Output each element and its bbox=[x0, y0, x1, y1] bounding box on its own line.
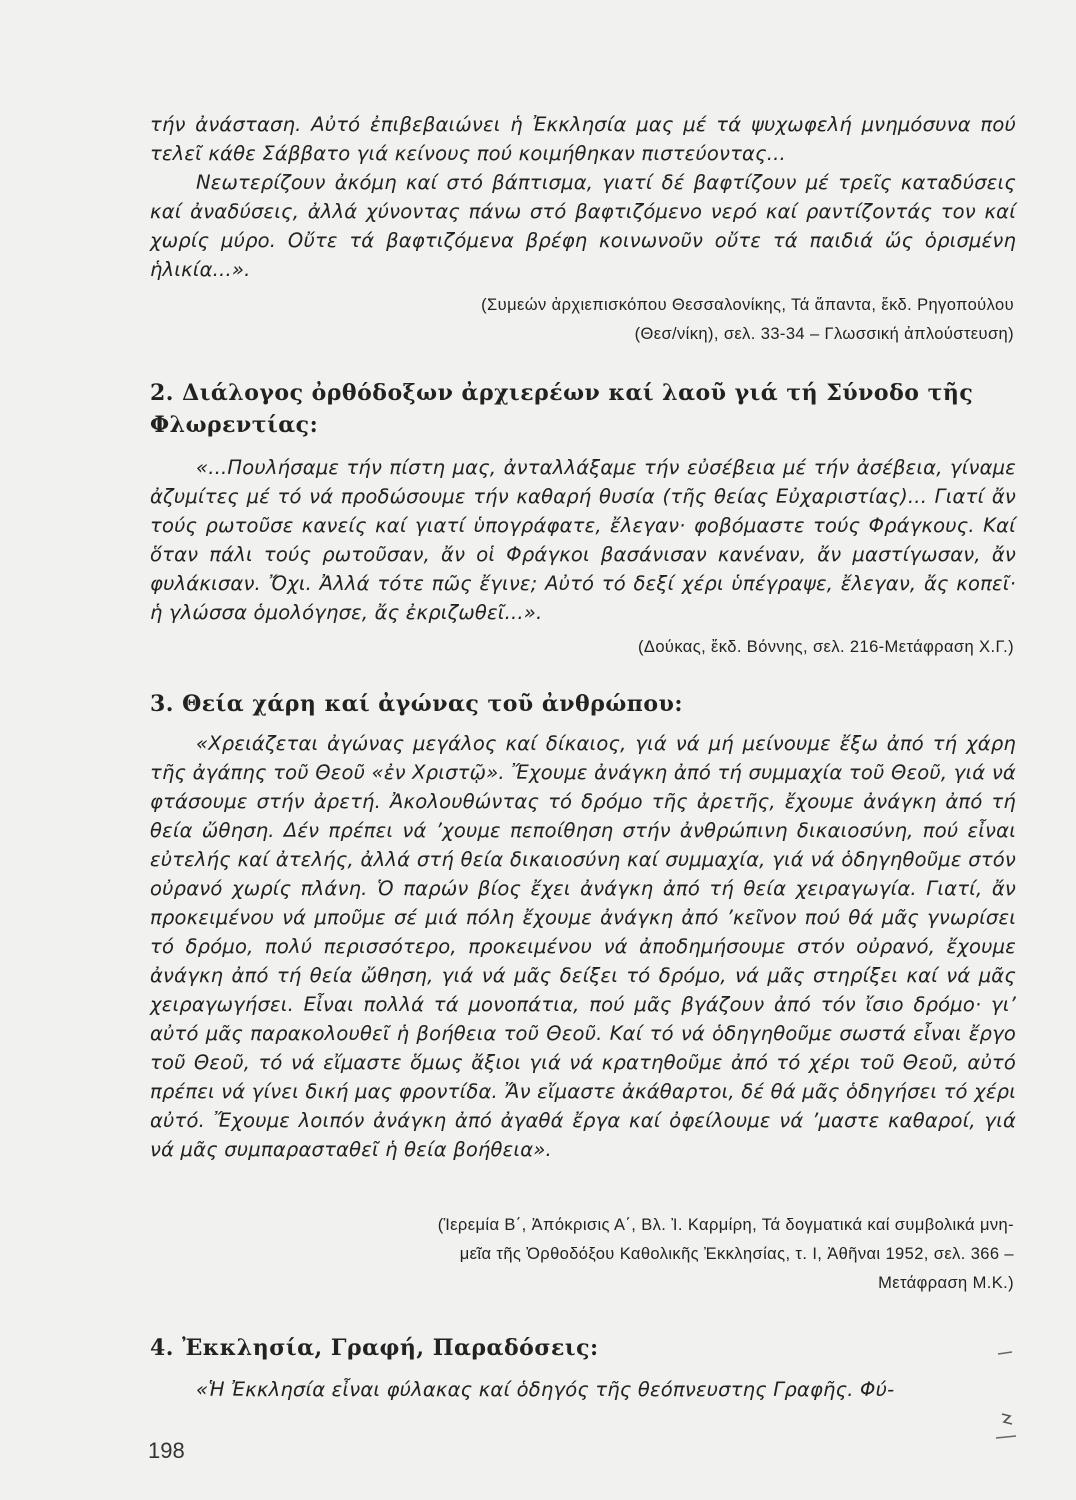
intro-citation bbox=[481, 291, 1014, 349]
section-3-text bbox=[150, 729, 1016, 1164]
section-3-citation bbox=[438, 1211, 1014, 1298]
citation-line: (Ἱερεμία Β΄, Ἀπόκρισις Α΄, Βλ. Ἰ. Καρμίρη, Τά δογματικά καί συμβολικά μνη- bbox=[437, 1216, 1014, 1234]
citation-line: μεῖα τῆς Ὀρθοδόξου Καθολικῆς Ἐκκλησίας, τ. Ι, Ἀθῆναι 1952, σελ. 366 – bbox=[459, 1245, 1014, 1263]
section-3-heading: 3. Θεία χάρη καί ἀγώνας τοῦ ἀνθρώπου: bbox=[150, 691, 683, 717]
intro-paragraph-1: τήν ἀνάσταση. Αὐτό ἐπιβεβαιώνει ἡ Ἐκκλησία μας μέ τά ψυχωφελή μνημόσυνα πού τελεῖ κάθε Σάββατο γιά κείνους πού κοιμήθηκαν πιστεύοντας... bbox=[150, 113, 1016, 165]
citation-line: (Συμεών ἀρχιεπισκόπου Θεσσαλονίκης, Τά ἅπαντα, ἔκδ. Ρηγοπούλου bbox=[481, 296, 1014, 314]
citation-line: Μετάφραση Μ.Κ.) bbox=[878, 1274, 1014, 1292]
section-2-heading: 2. Διάλογος ὀρθόδοξων ἀρχιερέων καί λαοῦ γιά τή Σύνοδο τῆς Φλωρεντίας: bbox=[150, 380, 974, 438]
section-2-citation bbox=[638, 633, 1014, 662]
margin-pen-mark-icon bbox=[990, 1342, 1020, 1442]
page-number: 198 bbox=[148, 1438, 185, 1463]
citation-line: (Δούκας, ἔκδ. Βόννης, σελ. 216-Μετάφραση Χ.Γ.) bbox=[638, 638, 1014, 656]
section-2-text bbox=[150, 453, 1016, 627]
citation-line: (Θεσ/νίκη), σελ. 33-34 – Γλωσσική ἀπλούστευση) bbox=[634, 325, 1014, 343]
section-4-text bbox=[150, 1375, 1016, 1404]
intro-paragraph-2: Νεωτερίζουν ἀκόμη καί στό βάπτισμα, γιατί δέ βαφτίζουν μέ τρεῖς καταδύσεις καί ἀναδύσεις, ἀλλά χύνοντας πάνω στό βαφτιζόμενο νερό καί ραντίζοντάς τον καί χωρίς μύρο. Οὔτε τά βαφτιζόμενα βρέφη κοινωνοῦν οὔτε τά παιδιά ὥς ὁρισμένη ἡλικία...». bbox=[150, 171, 1016, 281]
intro-text bbox=[150, 110, 1016, 284]
section-4-paragraph: «Ἡ Ἐκκλησία εἶναι φύλακας καί ὁδηγός τῆς θεόπνευστης Γραφῆς. Φύ- bbox=[196, 1378, 895, 1401]
section-4-heading: 4. Ἐκκλησία, Γραφή, Παραδόσεις: bbox=[150, 1335, 599, 1361]
section-2-paragraph: «...Πουλήσαμε τήν πίστη μας, ἀνταλλάξαμε τήν εὐσέβεια μέ τήν ἀσέβεια, γίναμε ἀζυμίτες μέ τό νά προδώσουμε τήν καθαρή θυσία (τῆς θείας Εὐχαριστίας)... Γιατί ἄν τούς ρωτοῦσε κανείς καί γιατί ὑπογράφατε, ἔλεγαν· φοβόμαστε τούς Φράγκους. Καί ὅταν πάλι τούς ρωτοῦσαν, ἄν οἱ Φράγκοι βασάνισαν κανέναν, ἄν μαστίγωσαν, ἄν φυλάκισαν. Ὄχι. Ἀλλά τότε πῶς ἔγινε; Αὐτό τό δεξί χέρι ὑπέγραψε, ἔλεγαν, ἄς κοπεῖ· ἡ γλώσσα ὁμολόγησε, ἄς ἐκριζωθεῖ...». bbox=[150, 456, 1016, 624]
section-3-paragraph: «Χρειάζεται ἀγώνας μεγάλος καί δίκαιος, γιά νά μή μείνουμε ἔξω ἀπό τή χάρη τῆς ἀγάπης τοῦ Θεοῦ «ἐν Χριστῷ». Ἔχουμε ἀνάγκη ἀπό τή συμμαχία τοῦ Θεοῦ, γιά νά φτάσουμε στήν ἀρετή. Ἀκολουθώντας τό δρόμο τῆς ἀρετῆς, ἔχουμε ἀνάγκη ἀπό τή θεία ὤθηση. Δέν πρέπει νά ’χουμε πεποίθηση στήν ἀνθρώπινη δικαιοσύνη, πού εἶναι εὐτελής καί ἀτελής, ἀλλά στή θεία δικαιοσύνη καί συμμαχία, γιά νά ὁδηγηθοῦμε στόν οὐρανό χωρίς πλάνη. Ὁ παρών βίος ἔχει ἀνάγκη ἀπό τή θεία χειραγωγία. Γιατί, ἄν προκειμένου νά μποῦμε σέ μιά πόλη ἔχουμε ἀνάγκη ἀπό ’κεῖνον πού θά μᾶς γνωρίσει τό δρόμο, πολύ περισσότερο, προκειμένου νά ἀποδημήσουμε στόν οὐρανό, ἔχουμε ἀνάγκη ἀπό τή θεία ὤθηση, γιά νά μᾶς δείξει τό δρόμο, νά μᾶς στηρίξει καί νά μᾶς χειραγωγήσει. Εἶναι πολλά τά μονοπάτια, πού μᾶς βγάζουν ἀπό τόν ἴσιο δρόμο· γι’ αὐτό μᾶς παρακολουθεῖ ἡ βοήθεια τοῦ Θεοῦ. Καί τό νά ὁδηγηθοῦμε σωστά εἶναι ἔργο τοῦ Θεοῦ, τό νά εἴμαστε ὅμως ἄξιοι γιά νά κρατηθοῦμε ἀπό τό χέρι τοῦ Θεοῦ, αὐτό πρέπει νά γίνει δική μας φροντίδα. Ἄν εἴμαστε ἀκάθαρτοι, δέ θά μᾶς ὁδηγήσει τό χέρι αὐτό. Ἔχουμε λοιπόν ἀνάγκη ἀπό ἀγαθά ἔργα καί ὀφείλουμε νά ’μαστε καθαροί, γιά νά μᾶς συμπαρασταθεῖ ἡ θεία βοήθεια». bbox=[150, 732, 1016, 1161]
